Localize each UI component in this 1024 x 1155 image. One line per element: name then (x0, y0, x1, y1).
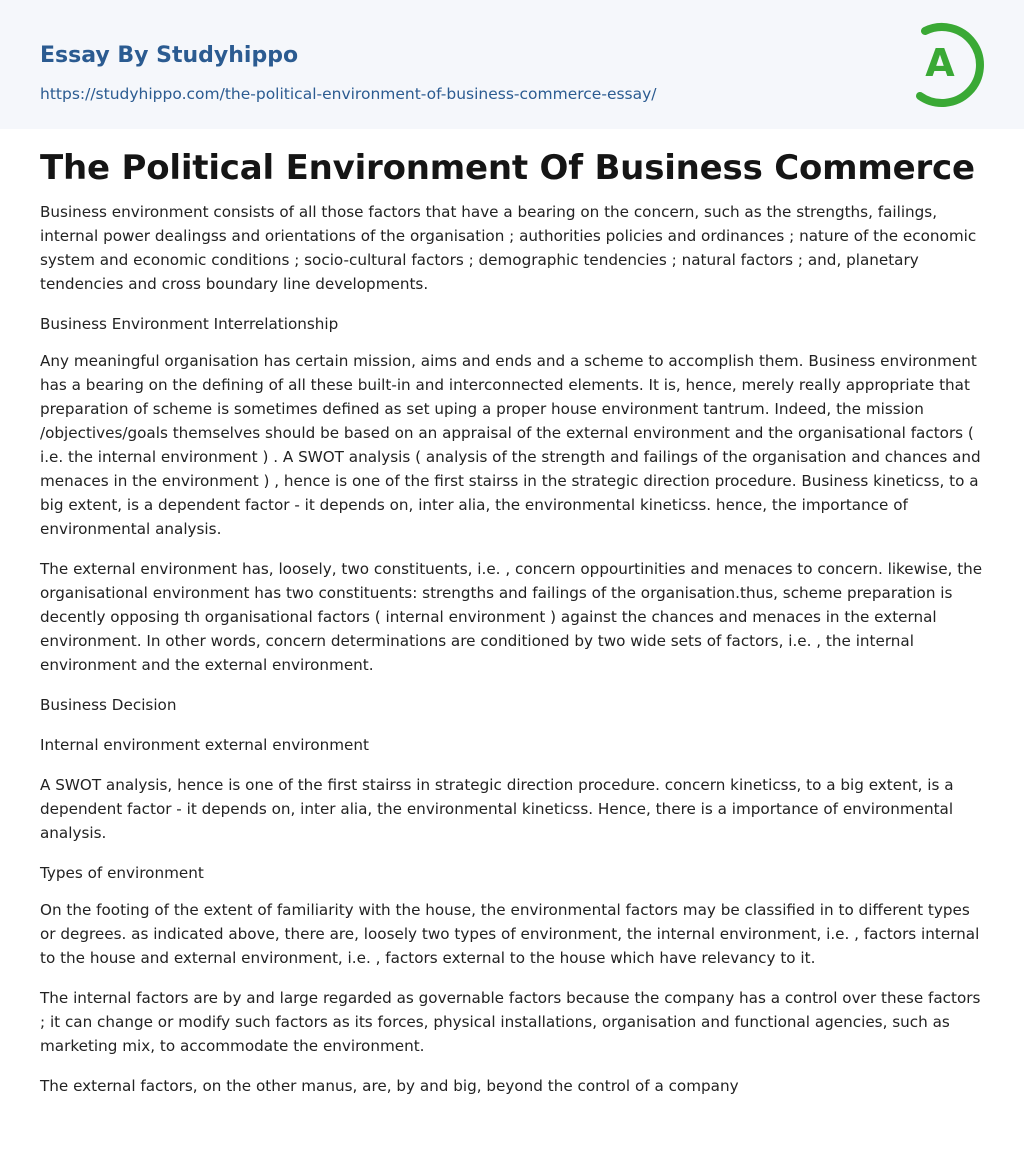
site-header (0, 0, 1024, 129)
logo-letter: A (925, 41, 955, 85)
studyhippo-logo-icon[interactable] (898, 18, 988, 108)
paragraph: The external environment has, loosely, two constituents, i.e. , concern oppourtinities and menaces to concern. likewise, the organisational environment has two constituents: strengths and failings of the organisation.thus, scheme preparation is decently opposing th organisational factors ( internal environment ) against the chances and menaces in the external environment. In other words, concern determinations are conditioned by two wide sets of factors, i.e. , the internal environment and the external environment. (40, 560, 983, 674)
subheading: Business Decision (40, 696, 177, 714)
essay-body (40, 200, 988, 1114)
subheading: Business Environment Interrelationship (40, 315, 339, 333)
paragraph: Any meaningful organisation has certain mission, aims and ends and a scheme to accomplish them. Business environment has a bearing on the defining of all these built-in and interconnected elements. It is, hence, merely really appropriate that preparation of scheme is sometimes defined as set uping a proper house environment tantrum. Indeed, the mission /objectives/goals themselves should be based on an appraisal of the external environment and the organisational factors ( i.e. the internal environment ) . A SWOT analysis ( analysis of the strength and failings of the organisation and chances and menaces in the environment ) , hence is one of the first stairss in the strategic direction procedure. Business kineticss, to a big extent, is a dependent factor - it depends on, inter alia, the environmental kineticss. hence, the importance of environmental analysis. (40, 352, 981, 538)
paragraph: Business environment consists of all those factors that have a bearing on the concern, such as the strengths, failings, internal power dealingss and orientations of the organisation ; authorities policies and ordinances ; nature of the economic system and economic conditions ; socio-cultural factors ; demographic tendencies ; natural factors ; and, planetary tendencies and cross boundary line developments. (40, 203, 977, 293)
site-brand[interactable]: Essay By Studyhippo (40, 43, 299, 68)
essay-title: The Political Environment Of Business Commerce (40, 148, 975, 188)
paragraph: A SWOT analysis, hence is one of the first stairss in strategic direction procedure. concern kineticss, to a big extent, is a dependent factor - it depends on, inter alia, the environmental kineticss. Hence, there is a importance of environmental analysis. (40, 776, 954, 842)
paragraph: On the footing of the extent of familiarity with the house, the environmental factors may be classified in to different types or degrees. as indicated above, there are, loosely two types of environment, the internal environment, i.e. , factors internal to the house and external environment, i.e. , factors external to the house which have relevancy to it. (40, 901, 980, 967)
paragraph: The internal factors are by and large regarded as governable factors because the company has a control over these factors ; it can change or modify such factors as its forces, physical installations, organisation and functional agencies, such as marketing mix, to accommodate the environment. (40, 989, 981, 1055)
subheading: Internal environment external environment (40, 736, 369, 754)
subheading: Types of environment (40, 864, 204, 882)
paragraph: The external factors, on the other manus, are, by and big, beyond the control of a company (40, 1077, 739, 1095)
essay-url-link[interactable]: https://studyhippo.com/the-political-environment-of-business-commerce-essay/ (40, 85, 657, 103)
